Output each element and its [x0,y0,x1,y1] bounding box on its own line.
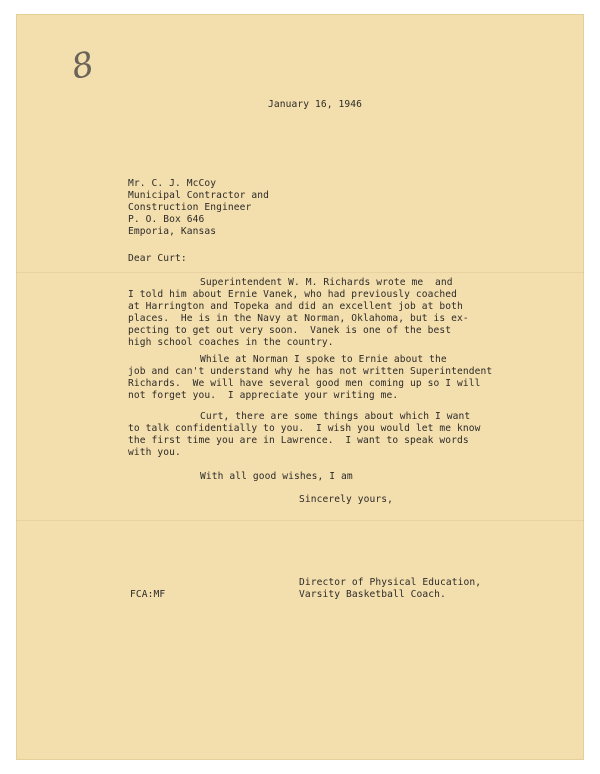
paragraph-line: to talk confidentially to you. I wish you would let me know [128,423,481,434]
paragraph-line: with you. [128,447,181,458]
address-line: P. O. Box 646 [128,214,205,225]
reference-initials: FCA:MF [130,589,166,600]
paragraph-line: While at Norman I spoke to Ernie about the [200,354,447,365]
closing-wishes: With all good wishes, I am [200,471,353,482]
address-line: Construction Engineer [128,202,252,213]
address-line: Emporia, Kansas [128,226,217,237]
paragraph-line: the first time you are in Lawrence. I want to speak words [128,435,469,446]
salutation: Dear Curt: [128,253,187,264]
paragraph-line: Richards. We will have several good men coming up so I will [128,378,481,389]
paragraph-line: Superintendent W. M. Richards wrote me and [200,277,453,288]
paper-crease [16,272,584,273]
paragraph-line: job and can't understand why he has not written Superintendent [128,366,493,377]
paper-crease [16,520,584,521]
signature-title: Varsity Basketball Coach. [299,589,446,600]
paragraph-line: pecting to get out very soon. Vanek is one of the best [128,325,452,336]
paragraph-line: not forget you. I appreciate your writing me. [128,390,399,401]
paragraph-line: high school coaches in the country. [128,337,334,348]
address-line: Mr. C. J. McCoy [128,178,217,189]
handwritten-mark: 8 [68,44,98,88]
signature-title: Director of Physical Education, [299,577,482,588]
paragraph-line: Curt, there are some things about which I want [200,411,471,422]
paragraph-line: places. He is in the Navy at Norman, Oklahoma, but is ex- [128,313,469,324]
complimentary-close: Sincerely yours, [299,494,394,505]
paragraph-line: I told him about Ernie Vanek, who had previously coached [128,289,458,300]
paragraph-line: at Harrington and Topeka and did an excellent job at both [128,301,463,312]
letter-date: January 16, 1946 [268,99,363,110]
address-line: Municipal Contractor and [128,190,270,201]
